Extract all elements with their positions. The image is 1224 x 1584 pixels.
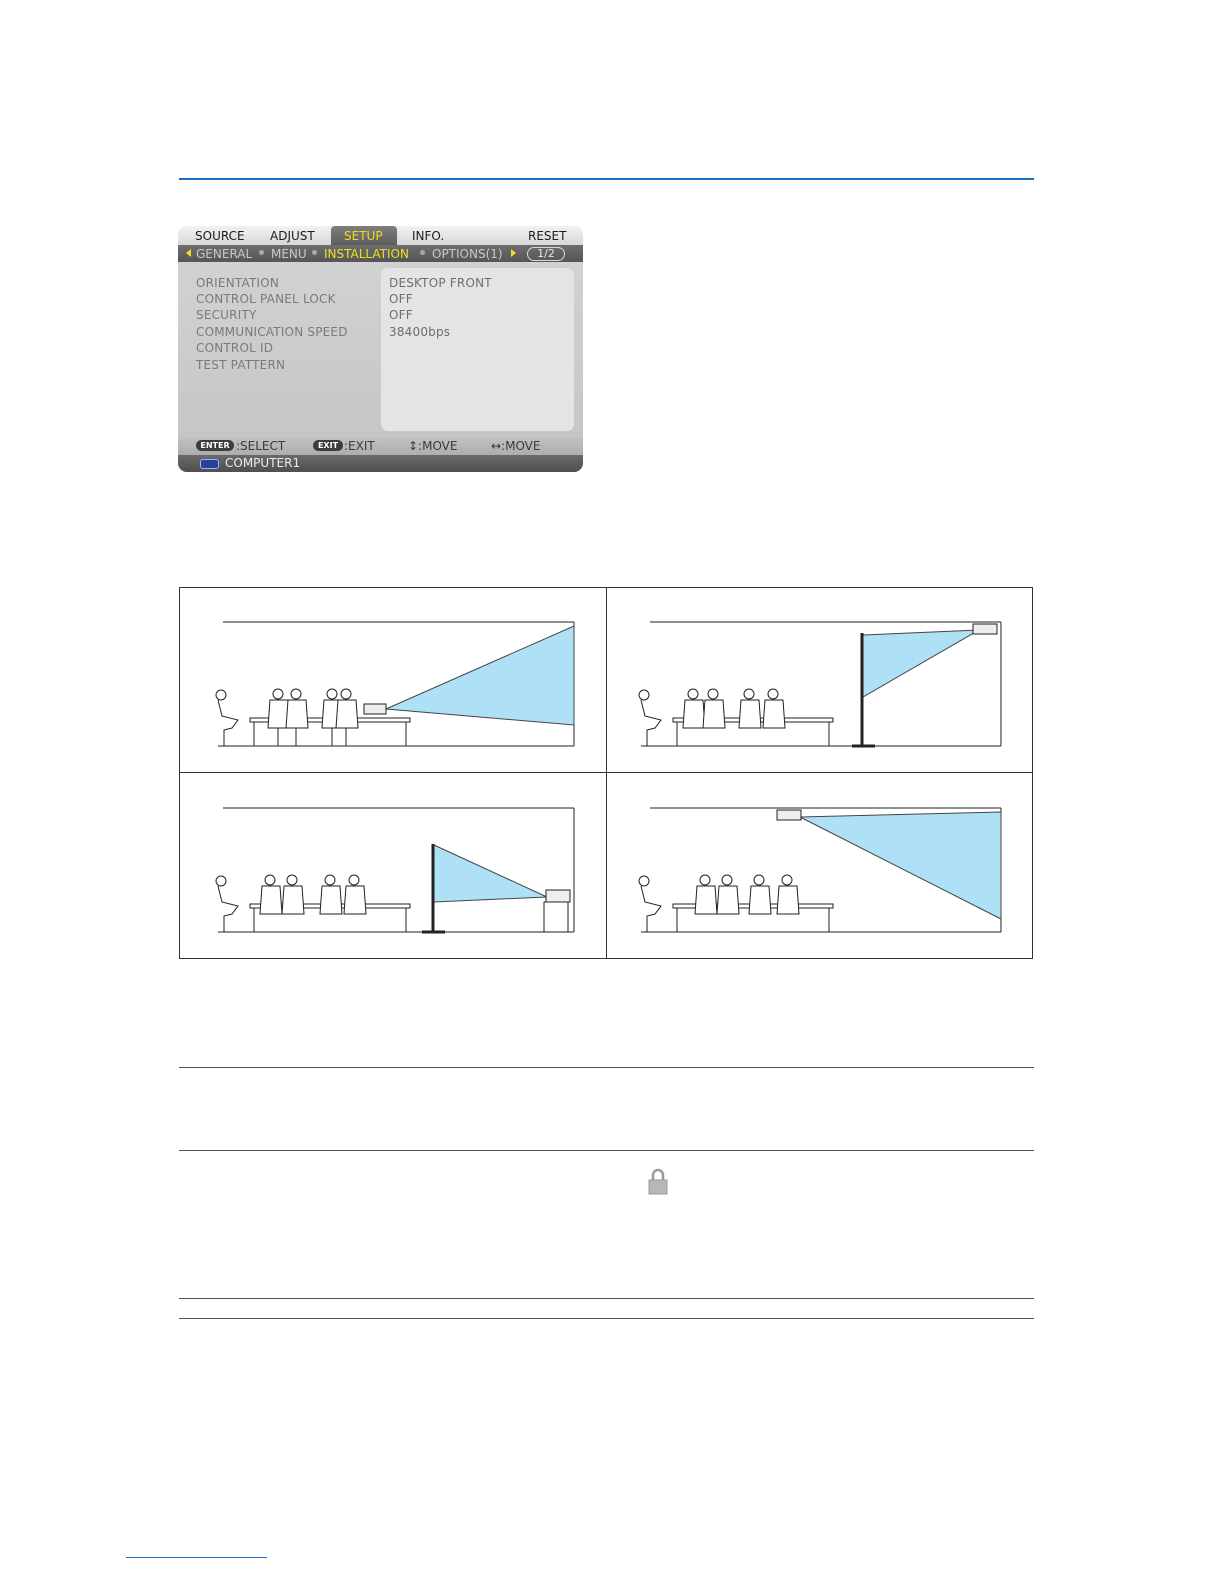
item-orientation-label[interactable]: ORIENTATION	[196, 276, 280, 290]
status-bar	[178, 455, 583, 472]
tab-adjust[interactable]: ADJUST	[270, 229, 315, 243]
subtab-options[interactable]: OPTIONS(1)	[432, 247, 503, 261]
projection-beam	[800, 812, 1001, 919]
item-security-value[interactable]: OFF	[389, 308, 413, 322]
diagram-desktop-rear	[180, 774, 606, 958]
arrow-right-icon[interactable]	[511, 249, 516, 257]
header-rule	[179, 178, 1034, 180]
help-move-horizontal: ↔:MOVE	[491, 439, 541, 453]
input-source: COMPUTER1	[225, 456, 301, 470]
tab-setup[interactable]: SETUP	[344, 229, 383, 243]
subtab-menu[interactable]: MENU	[271, 247, 307, 261]
item-orientation-value[interactable]: DESKTOP FRONT	[389, 276, 492, 290]
projector-stand	[544, 902, 568, 932]
help-select: :SELECT	[236, 439, 286, 453]
people-group	[639, 875, 833, 932]
page-indicator: 1/2	[527, 247, 565, 261]
separator-dot-icon	[312, 250, 317, 255]
separator-dot-icon	[259, 250, 264, 255]
people-group	[216, 875, 410, 932]
item-test-pattern-label[interactable]: TEST PATTERN	[196, 358, 286, 372]
tab-reset[interactable]: RESET	[528, 229, 567, 243]
diagram-desktop-front	[180, 588, 606, 772]
projector-icon	[364, 704, 386, 714]
projection-beam	[386, 626, 574, 725]
tab-info[interactable]: INFO.	[412, 229, 445, 243]
help-exit: :EXIT	[344, 439, 375, 453]
tab-source[interactable]: SOURCE	[195, 229, 245, 243]
help-move-vertical: ↕:MOVE	[408, 439, 458, 453]
table-rule	[179, 1318, 1034, 1319]
exit-key-icon: EXIT	[313, 440, 343, 451]
table-rule	[179, 1067, 1034, 1068]
diagram-ceiling-front	[607, 774, 1033, 958]
lock-icon	[648, 1168, 668, 1195]
submenu-bar	[178, 245, 583, 262]
projector-icon	[973, 624, 997, 634]
computer-input-icon	[200, 459, 219, 469]
projection-beam	[863, 630, 979, 697]
item-communication-speed-value[interactable]: 38400bps	[389, 325, 451, 339]
enter-key-icon: ENTER	[196, 440, 234, 451]
help-bar	[178, 437, 583, 455]
people-group	[639, 689, 833, 746]
table-rule	[179, 1150, 1034, 1151]
table-rule	[179, 1298, 1034, 1299]
projector-icon	[777, 810, 801, 820]
projector-icon	[546, 890, 570, 902]
projection-beam	[434, 845, 547, 902]
item-control-panel-lock-value[interactable]: OFF	[389, 292, 413, 306]
diagram-ceiling-rear	[607, 588, 1033, 772]
grid-divider-horizontal	[179, 772, 1033, 773]
menu-tab-bar	[178, 226, 583, 245]
item-security-label[interactable]: SECURITY	[196, 308, 257, 322]
arrow-left-icon[interactable]	[186, 249, 191, 257]
subtab-general[interactable]: GENERAL	[196, 247, 253, 261]
footer-rule	[126, 1557, 267, 1558]
item-control-id-label[interactable]: CONTROL ID	[196, 341, 274, 355]
separator-dot-icon	[420, 250, 425, 255]
item-control-panel-lock-label[interactable]: CONTROL PANEL LOCK	[196, 292, 336, 306]
subtab-installation[interactable]: INSTALLATION	[324, 247, 409, 261]
osd-menu	[178, 226, 583, 472]
people-group	[216, 689, 410, 746]
item-communication-speed-label[interactable]: COMMUNICATION SPEED	[196, 325, 348, 339]
